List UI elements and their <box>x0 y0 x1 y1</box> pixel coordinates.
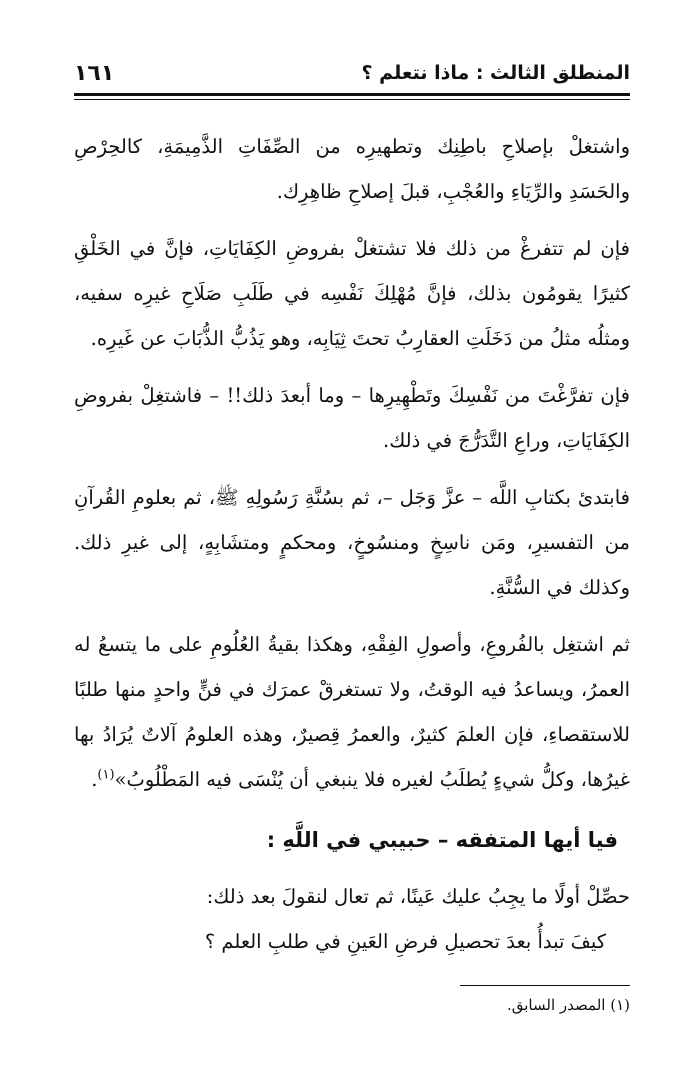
page-header <box>74 56 630 90</box>
paragraph-with-footnote <box>74 622 630 802</box>
section-heading: فيا أيها المتفقه – حبيبي في اللَّهِ : <box>266 828 618 852</box>
closing-line: حصِّلْ أولًا ما يجِبُ عليك عَينًا، ثم تعال لنقولَ بعد ذلك: <box>206 885 630 908</box>
paragraph: فإن تفرَّغْتَ من نَفْسِكَ وتَطْهِيرِها – وما أبعدَ ذلك!! – فاشتغِلْ بفروضِ الكِفَايَاتِ، وراعِ التَّدَرُّجَ في ذلك. <box>74 384 630 452</box>
closing-line: كيفَ تبدأُ بعدَ تحصيلِ فرضِ العَينِ في طلبِ العلم ؟ <box>204 930 606 953</box>
running-title: المنطلق الثالث : ماذا نتعلم ؟ <box>361 62 630 84</box>
paragraph-end: . <box>91 768 98 791</box>
footnote-rule <box>460 985 630 986</box>
footnote-text: المصدر السابق. <box>506 996 606 1014</box>
paragraph-text: ثم اشتغِل بالفُروعِ، وأصولِ الفِقْهِ، وهكذا بقيةُ العُلُومِ على ما يتسعُ له العمرُ، ويساعدُ فيه الوقتُ، ولا تستغرقْ عمرَك في فنٍّ واحدٍ منها طلبًا للاستقصاءِ، فإن العلمَ كثيرٌ، والعمرُ قِصيرٌ، وهذه العلومُ آلاتٌ يُرَادُ بها غيرُها، وكلُّ شيءٍ يُطلَبُ لغيره فلا ينبغي أن يُنْسَى فيه المَطْلُوبُ» <box>74 633 630 791</box>
header-rule-thick <box>74 93 630 96</box>
paragraph: واشتغلْ بإصلاحِ باطِنِك وتطهيرِه من الصِّفَاتِ الذَّمِيمَةِ، كالحِرْصِ والحَسَدِ والرِّيَاءِ والعُجْبِ، قبلَ إصلاحِ ظاهِرِك. <box>74 135 630 203</box>
paragraph: فابتدئ بكتابِ اللَّه – عزَّ وَجَل –، ثم بسُنَّةِ رَسُولِهِ ﷺ، ثم بعلومِ القُرآنِ من التفسيرِ، ومَن ناسِخٍ ومنسُوخٍ، ومحكمٍ ومتشَابِهٍ، إلى غيرِ ذلك. وكذلك في السُّنَّةِ. <box>74 486 630 599</box>
footnote-number: (١) <box>610 996 630 1014</box>
paragraph: فإن لم تتفرغْ من ذلك فلا تشتغلْ بفروضِ الكِفَايَاتِ، فإنَّ في الخَلْقِ كثيرًا يقومُون بذلك، فإنَّ مُهْلِكَ نَفْسِه في طَلَبِ صَلَاحِ غيرِه سفيه، ومثلُه مثلُ من دَخَلَتِ العقارِبُ تحتَ ثِيَابِه، وهو يَذُبُّ الذُّبَابَ عن غَيرِه. <box>74 237 630 350</box>
page-number: ١٦١ <box>74 60 115 86</box>
header-rule-thin <box>74 99 630 100</box>
body-text <box>74 124 630 976</box>
footnote-marker: (١) <box>97 767 115 783</box>
footnote <box>507 996 630 1014</box>
